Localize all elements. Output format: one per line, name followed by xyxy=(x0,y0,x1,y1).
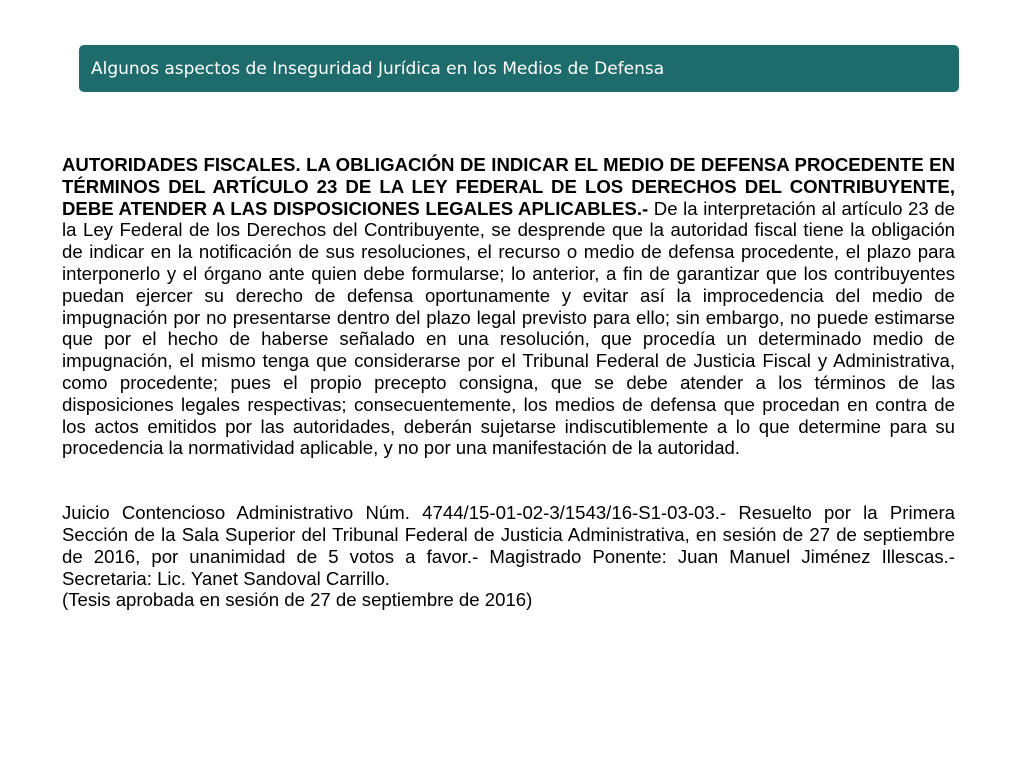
slide-title: Algunos aspectos de Inseguridad Jurídica en los Medios de Defensa xyxy=(91,58,665,79)
paragraph-spacer xyxy=(62,459,955,502)
tesis-body: De la interpretación al artículo 23 de la Ley Federal de los Derechos del Contribuyente, se desprende que la autoridad fiscal tiene la obligación de indicar en la notificación de sus resoluciones, el recurso o medio de defensa procedente, el plazo para interponerlo y el órgano ante quien debe formularse; lo anterior, a fin de garantizar que los contribuyentes puedan ejercer su derecho de defensa oportunamente y evitar así la improcedencia del medio de impugnación por no presentarse dentro del plazo legal previsto para ello; sin embargo, no puede estimarse que por el hecho de haberse señalado en una resolución, que procedía un determinado medio de impugnación, el mismo tenga que considerarse por el Tribunal Federal de Justicia Fiscal y Administrativa, como procedente; pues el propio precepto consigna, que se debe atender a los términos de las disposiciones legales respectivas; consecuentemente, los medios de defensa que procedan en contra de los actos emitidos por las autoridades, deberán sujetarse indiscutiblemente a lo que determine para su procedencia la normatividad aplicable, y no por una manifestación de la autoridad. xyxy=(62,197,956,459)
tesis-paragraph xyxy=(62,154,955,459)
slide-title-bar xyxy=(79,45,959,92)
slide-content xyxy=(62,154,955,611)
tesis-heading: AUTORIDADES FISCALES. LA OBLIGACIÓN DE INDICAR EL MEDIO DE DEFENSA PROCEDENTE EN TÉRMINOS DEL ARTÍCULO 23 DE LA LEY FEDERAL DE LOS DERECHOS DEL CONTRIBUYENTE, DEBE ATENDER A LAS DISPOSICIONES LEGALES APLICABLES.- xyxy=(62,154,955,219)
precedente-paragraph: Juicio Contencioso Administrativo Núm. 4744/15-01-02-3/1543/16-S1-03-03.- Resuelto por la Primera Sección de la Sala Superior del Tribunal Federal de Justicia Administrativa, en sesión de 27 de septiembre de 2016, por unanimidad de 5 votos a favor.- Magistrado Ponente: Juan Manuel Jiménez Illescas.- Secretaria: Lic. Yanet Sandoval Carrillo. xyxy=(62,502,955,589)
approval-note: (Tesis aprobada en sesión de 27 de septiembre de 2016) xyxy=(62,589,533,611)
